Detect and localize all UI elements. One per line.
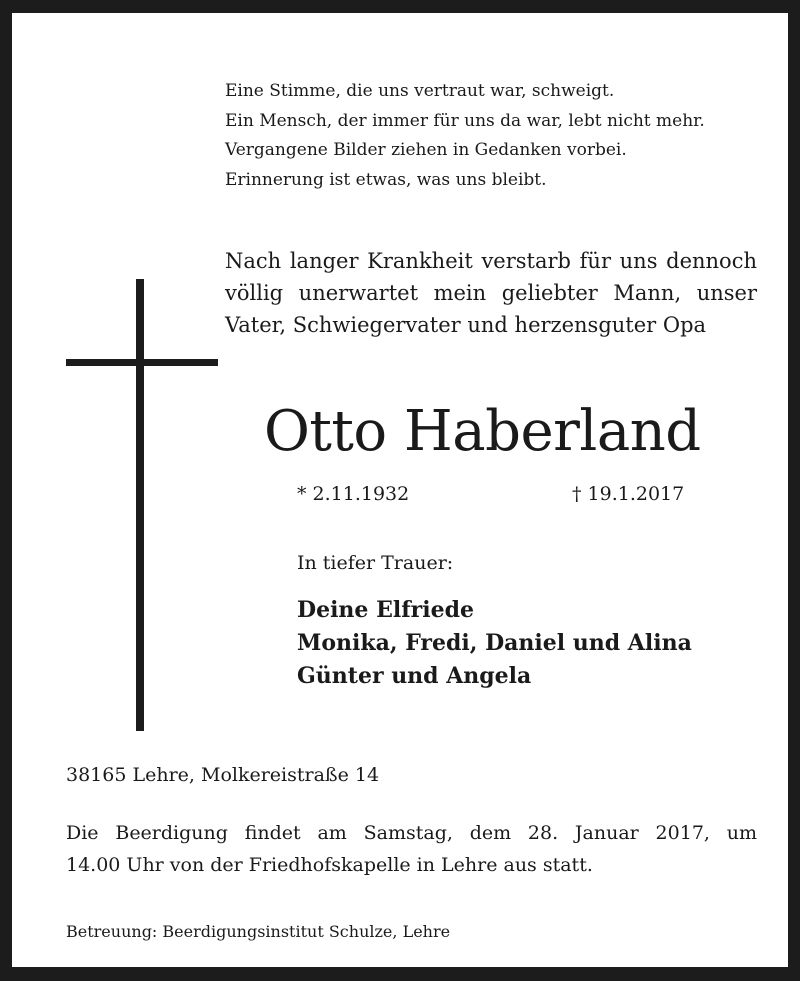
funeral-service-provider: Betreuung: Beerdigungsinstitut Schulze, Lehre: [66, 922, 451, 941]
deceased-name: Otto Haberland: [264, 399, 701, 464]
poem-line: Vergangene Bilder ziehen in Gedanken vorbei.: [225, 140, 627, 160]
mourner-name: Monika, Fredi, Daniel und Alina: [297, 630, 692, 656]
death-date: † 19.1.2017: [572, 483, 685, 505]
intro-line: Vater, Schwiegervater und herzensguter Opa: [225, 313, 707, 337]
cross-icon-crossbar: [66, 359, 218, 366]
poem-line: Ein Mensch, der immer für uns da war, lebt nicht mehr.: [225, 110, 705, 131]
mourners-list: [297, 594, 692, 693]
family-address: 38165 Lehre, Molkereistraße 14: [66, 764, 380, 786]
memorial-poem: [225, 77, 785, 195]
funeral-line: Die Beerdigung findet am Samstag, dem 28. Januar 2017, um: [66, 822, 757, 844]
mourner-name: Günter und Angela: [297, 663, 532, 689]
funeral-notice: [66, 817, 757, 881]
birth-date: * 2.11.1932: [297, 483, 410, 505]
poem-line: Erinnerung ist etwas, was uns bleibt.: [225, 169, 547, 190]
funeral-line: 14.00 Uhr von der Friedhofskapelle in Lehre aus statt.: [66, 854, 593, 876]
mourning-heading: In tiefer Trauer:: [297, 552, 454, 574]
intro-line: Nach langer Krankheit verstarb für uns dennoch: [225, 249, 757, 273]
mourner-name: Deine Elfriede: [297, 597, 474, 623]
poem-line: Eine Stimme, die uns vertraut war, schweigt.: [225, 81, 615, 101]
death-announcement-text: [225, 245, 757, 341]
intro-line: völlig unerwartet mein geliebter Mann, unser: [225, 281, 757, 305]
cross-icon: [136, 279, 144, 731]
